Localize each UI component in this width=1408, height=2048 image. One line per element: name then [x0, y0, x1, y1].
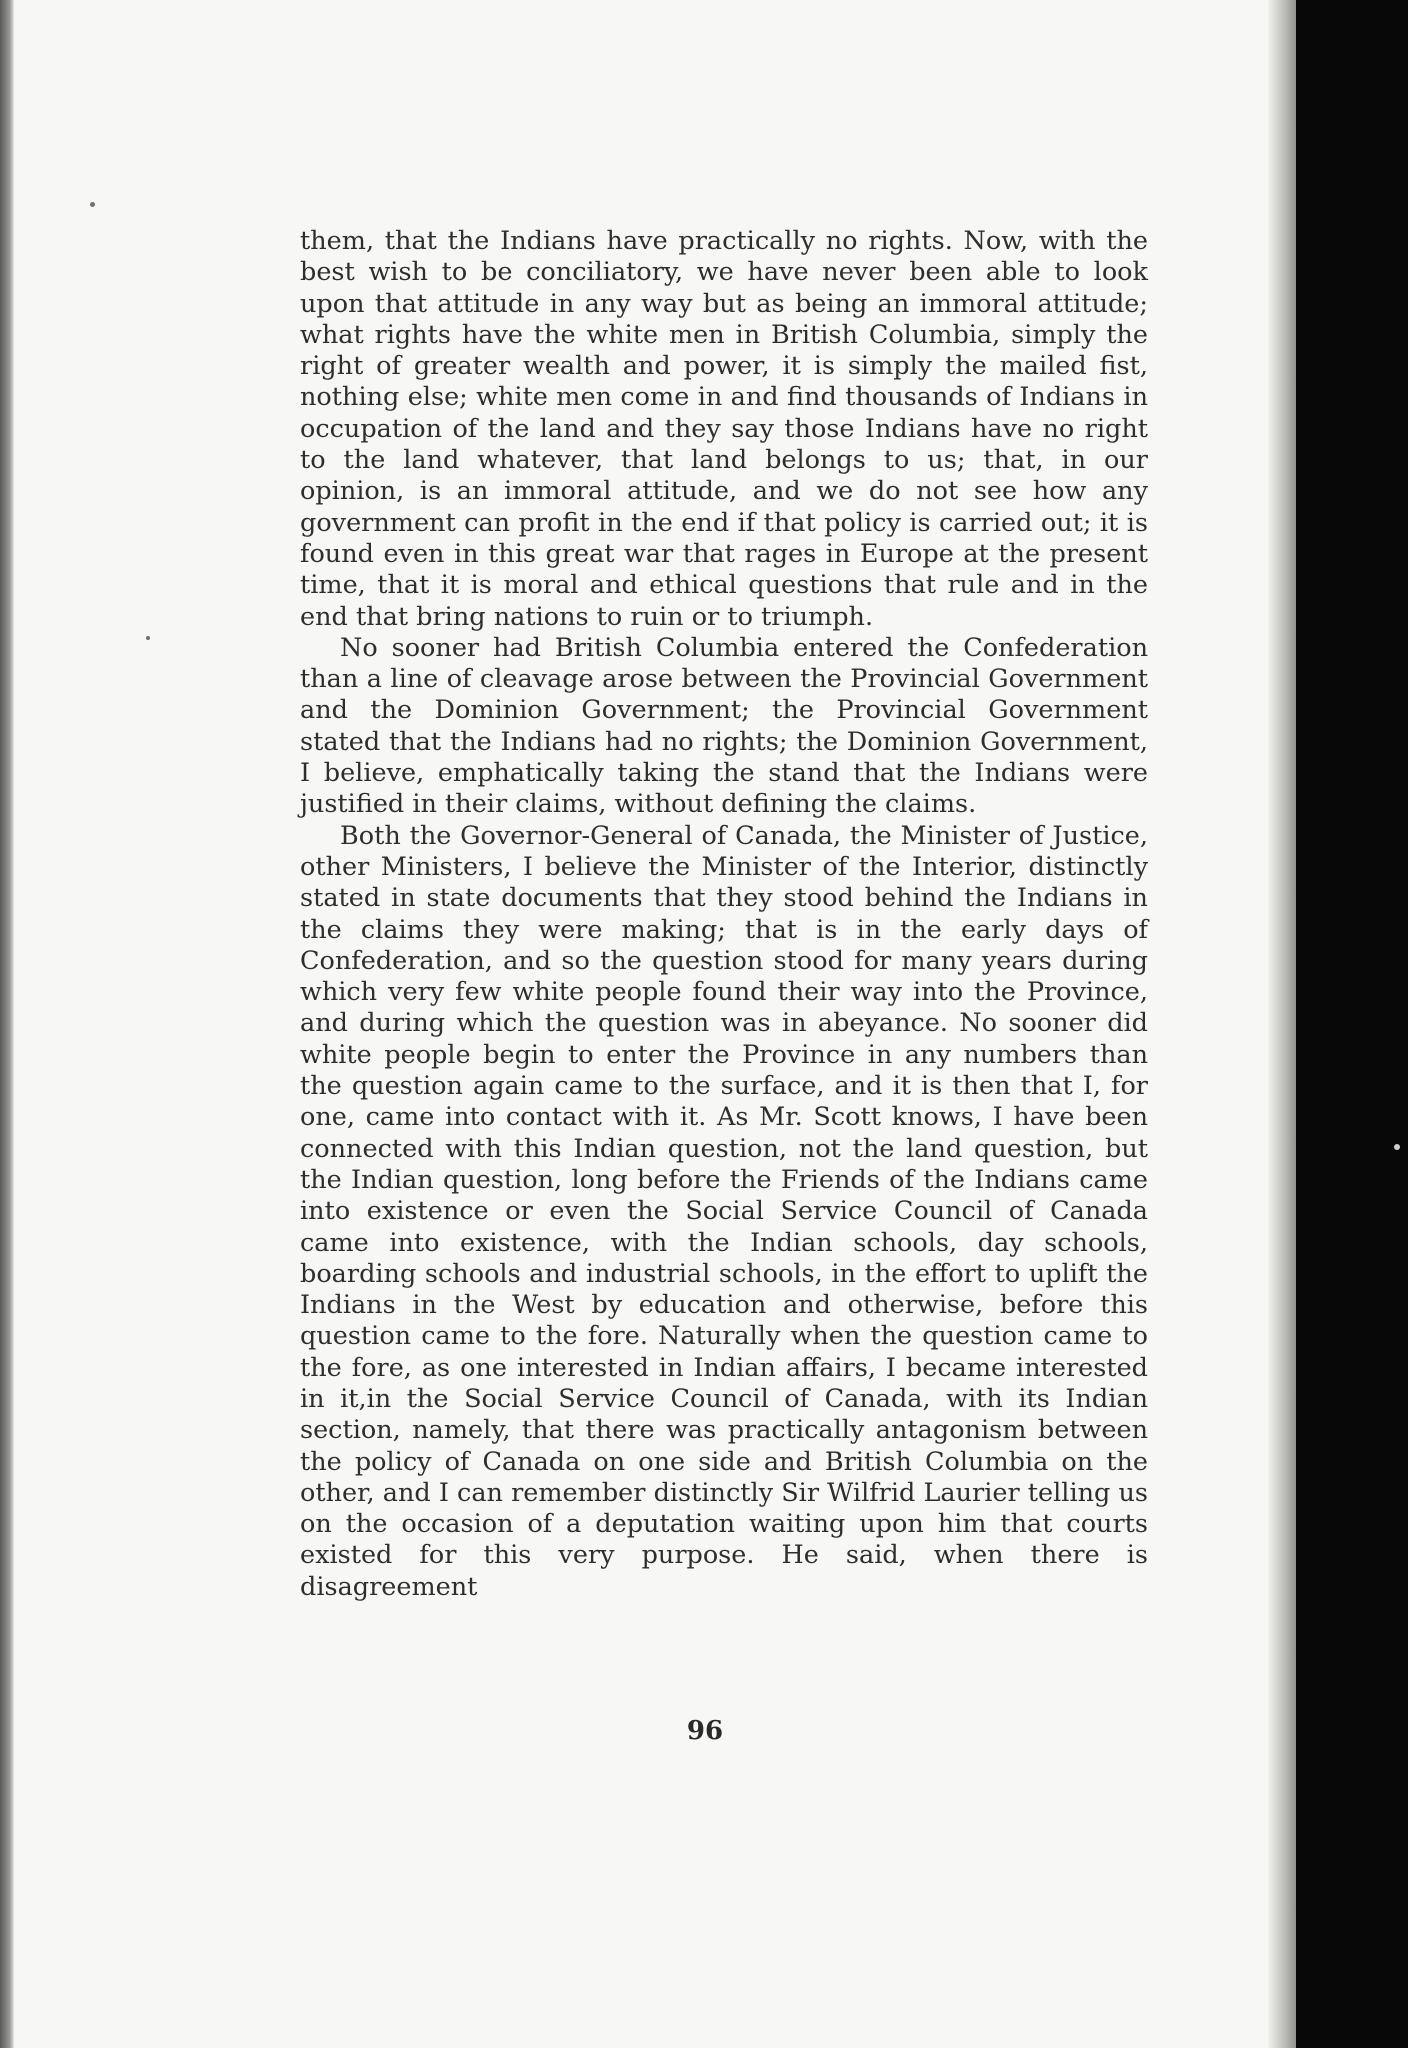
- book-binding-edge: [0, 0, 14, 2048]
- page-gutter-shadow: [1268, 0, 1298, 2048]
- facing-page-edge: [1296, 0, 1408, 2048]
- body-paragraph: them, that the Indians have practically no rights. Now, with the best wish to be conciliatory, we have never been able to look upon that attitude in any way but as being an immoral attitude; what rights have the white men in British Columbia, simply the right of greater wealth and power, it is simply the mailed fist, nothing else; white men come in and find thousands of Indians in occupation of the land and they say those Indians have no right to the land whatever, that land belongs to us; that, in our opinion, is an immoral attitude, and we do not see how any government can profit in the end if that policy is carried out; it is found even in this great war that rages in Europe at the present time, that it is moral and ethical questions that rule and in the end that bring nations to ruin or to triumph.: [300, 226, 1148, 632]
- page-body: [300, 226, 1148, 1603]
- scan-speck: [146, 636, 150, 640]
- scan-speck: [1394, 1144, 1400, 1150]
- body-paragraph: Both the Governor-General of Canada, the Minister of Justice, other Ministers, I believe the Minister of the Interior, distinctly stated in state documents that they stood behind the Indians in the claims they were making; that is in the early days of Confederation, and so the question stood for many years during which very few white people found their way into the Province, and during which the question was in abeyance. No sooner did white people begin to enter the Province in any numbers than the question again came to the surface, and it is then that I, for one, came into contact with it. As Mr. Scott knows, I have been connected with this Indian question, not the land question, but the Indian question, long before the Friends of the Indians came into existence or even the Social Service Council of Canada came into existence, with the Indian schools, day schools, boarding schools and industrial schools, in the effort to uplift the Indians in the West by education and otherwise, before this question came to the fore. Naturally when the question came to the fore, as one interested in Indian affairs, I became interested in it,in the Social Service Council of Canada, with its Indian section, namely, that there was practically antagonism between the policy of Canada on one side and British Columbia on the other, and I can remember distinctly Sir Wilfrid Laurier telling us on the occasion of a deputation waiting upon him that courts existed for this very purpose. He said, when there is disagreement: [300, 820, 1148, 1602]
- page-number: 96: [686, 1716, 724, 1746]
- scan-speck: [90, 202, 95, 207]
- body-paragraph: No sooner had British Columbia entered the Confederation than a line of cleavage arose between the Provincial Government and the Dominion Government; the Provincial Government stated that the Indians had no rights; the Dominion Government, I believe, emphatically taking the stand that the Indians were justified in their claims, without defining the claims.: [300, 632, 1148, 820]
